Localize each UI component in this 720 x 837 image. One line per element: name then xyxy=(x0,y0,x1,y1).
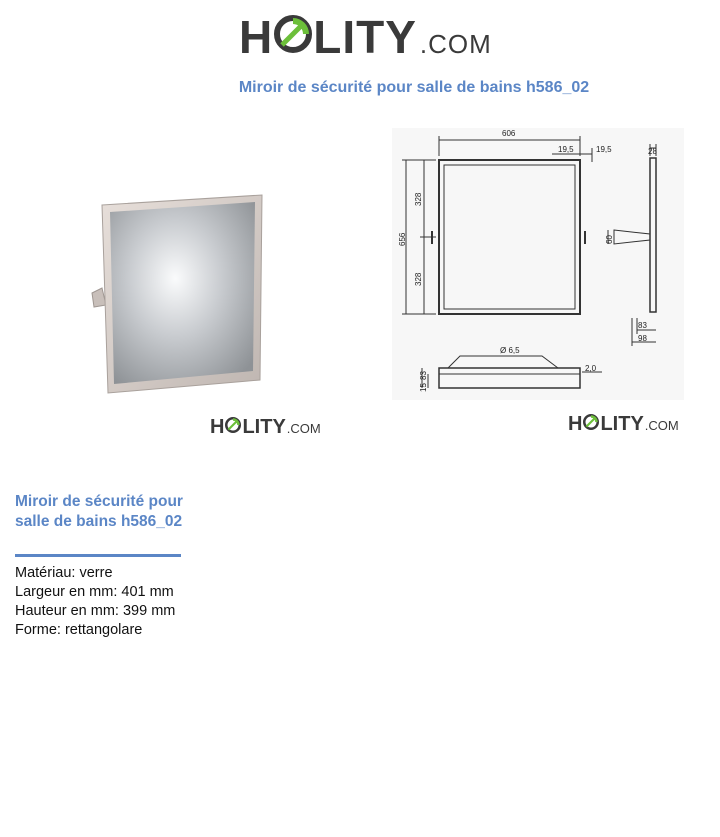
dim-side-83: 83 xyxy=(638,321,647,330)
spec-width: Largeur en mm: 401 mm xyxy=(15,584,174,600)
logo-left-domain: .COM xyxy=(286,421,321,436)
dim-height-total: 656 xyxy=(398,232,407,246)
logo-right-lity: LITY xyxy=(600,413,644,435)
dim-half-upper: 328 xyxy=(414,192,423,206)
dim-inset-right: 19,5 xyxy=(596,145,612,154)
logo-o-icon xyxy=(583,413,599,429)
dim-bottom-15: 15 xyxy=(419,383,428,392)
dim-side-98: 98 xyxy=(638,334,647,343)
spec-material: Matériau: verre xyxy=(15,565,113,581)
dim-depth: 28 xyxy=(648,147,657,156)
dim-bottom-83: 83 xyxy=(419,371,428,380)
logo-o-icon xyxy=(225,416,241,432)
brand-logo xyxy=(239,10,492,66)
dim-bracket-height: 60 xyxy=(605,235,614,244)
product-photo xyxy=(80,185,280,405)
spec-height: Hauteur en mm: 399 mm xyxy=(15,603,176,619)
logo-left-lity: LITY xyxy=(242,416,286,438)
description-divider xyxy=(15,554,181,557)
spec-shape: Forme: rettangolare xyxy=(15,622,143,638)
brand-logo-lity: LITY xyxy=(313,11,417,63)
brand-logo-h: H xyxy=(239,11,274,63)
dim-width-total: 606 xyxy=(502,129,516,138)
dim-hole-diameter: Ø 6,5 xyxy=(500,346,520,355)
dim-inset-left: 19,5 xyxy=(558,145,574,154)
logo-o-icon xyxy=(274,10,312,48)
page-title: Miroir de sécurité pour salle de bains h586_02 xyxy=(238,79,590,96)
logo-left-h: H xyxy=(210,416,225,438)
brand-logo-small-right xyxy=(568,413,679,436)
dim-half-lower: 328 xyxy=(414,272,423,286)
description-title: Miroir de sécurité pour salle de bains h586_02 xyxy=(15,493,183,530)
logo-right-h: H xyxy=(568,413,583,435)
technical-drawing xyxy=(392,128,684,400)
brand-logo-small-left xyxy=(210,416,321,439)
brand-logo-domain: .COM xyxy=(419,29,492,59)
spec-list xyxy=(15,564,175,640)
dim-thickness: 2,0 xyxy=(585,364,597,373)
logo-right-domain: .COM xyxy=(644,418,679,433)
